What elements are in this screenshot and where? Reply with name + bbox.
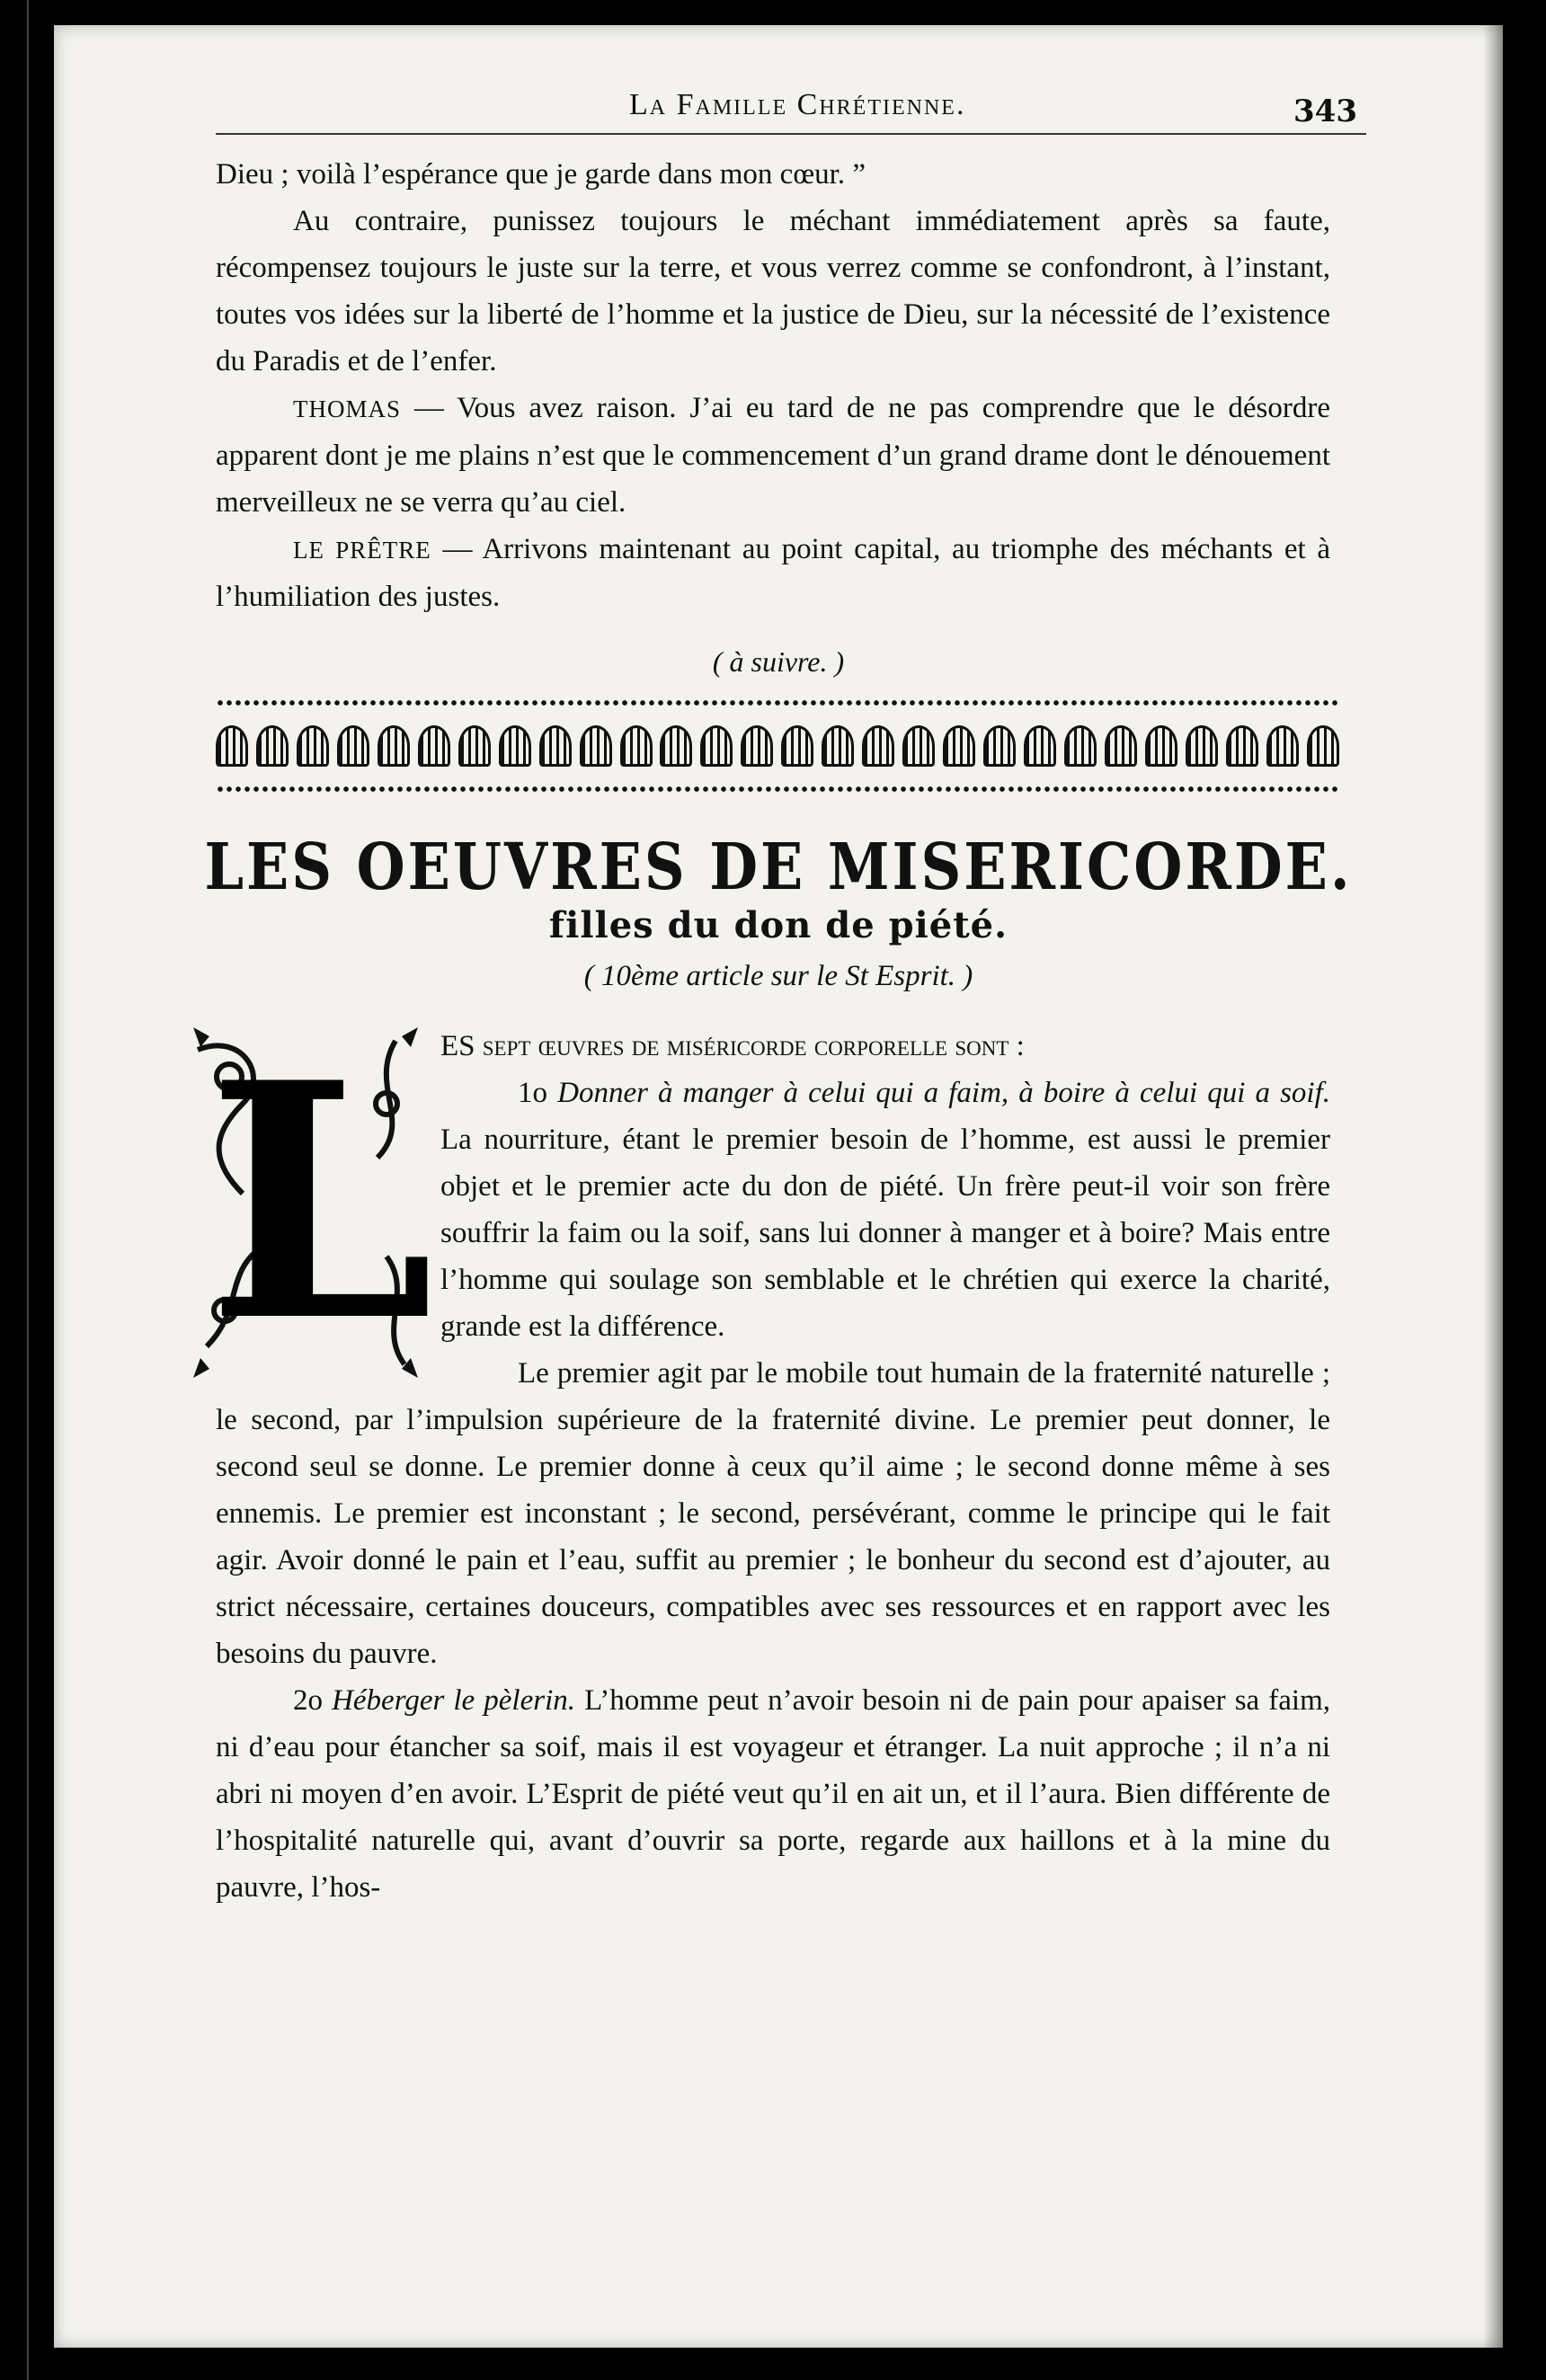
palmette-ornament-icon bbox=[418, 725, 450, 767]
scan-left-edge bbox=[0, 0, 29, 2380]
palmette-ornament-icon bbox=[1226, 725, 1258, 767]
item-2-title: Héberger le pèlerin. bbox=[332, 1684, 576, 1717]
intro-text: ES sept œuvres de miséricorde corporelle sont : bbox=[440, 1030, 1025, 1062]
page-number: 343 bbox=[1293, 93, 1357, 129]
speaker-pretre: LE PRÊTRE bbox=[293, 537, 431, 564]
palmette-ornament-icon bbox=[297, 725, 329, 767]
item-2-number: 2o bbox=[293, 1684, 333, 1717]
dialogue-pretre-text: — Arrivons maintenant au point capital, au triomphe des méchants et à l’humiliation des justes. bbox=[216, 533, 1330, 613]
paragraph-justice: Au contraire, punissez toujours le méchant immédiatement après sa faute, récompensez toujours le juste sur la terre, et vous verrez comme se confondront, à l’instant, toutes vos idées sur la liberté de l’homme et la justice de Dieu, sur la nécessité de l’existence du Paradis et de l’enfer. bbox=[216, 205, 1330, 377]
paragraph-comparison: Le premier agit par le mobile tout humain de la fraternité naturelle ; le second, par l’impulsion supérieure de la fraternité divine. Le premier peut donner, le second seul se donne. Le premier donne à ceux qu’il aime ; le second donne même à ses ennemis. Le premier est inconstant ; le second, persévérant, comme le principe qui le fait agir. Avoir donné le pain et l’eau, suffit au premier ; le bonheur du second est d’ajouter, au strict nécessaire, certaines douceurs, compatibles avec ses ressources et en rapport avec les besoins du pauvre. bbox=[216, 1357, 1330, 1670]
palmette-ornament-icon bbox=[822, 725, 854, 767]
page-gutter-shadow bbox=[1483, 25, 1503, 2348]
item-1-text: La nourriture, étant le premier besoin de l’homme, est aussi le premier objet et le premier acte du don de piété. Un frère peut-il voir son frère souffrir la faim ou la soif, sans lui donner à manger et à boire? Mais entre l’homme qui soulage son semblable et le chrétien qui exerce la charité, grande est la différence. bbox=[440, 1123, 1330, 1343]
article-title: LES OEUVRES DE MISERICORDE. bbox=[204, 829, 1353, 905]
palmette-ornament-icon bbox=[620, 725, 653, 767]
palmette-ornament-icon bbox=[458, 725, 491, 767]
palmette-ornament-icon bbox=[1145, 725, 1177, 767]
item-2 bbox=[216, 1677, 1330, 1911]
dialogue-pretre bbox=[216, 526, 1330, 620]
palmette-ornament-icon bbox=[1186, 725, 1218, 767]
divider-dot-line-bottom bbox=[216, 786, 1339, 793]
top-text-block bbox=[216, 151, 1330, 620]
palmette-ornament-icon bbox=[781, 725, 813, 767]
article-subtitle: filles du don de piété. bbox=[548, 904, 1008, 946]
palmette-ornament-icon bbox=[216, 725, 248, 767]
palmette-ornament-icon bbox=[943, 725, 975, 767]
article-note: ( 10ème article sur le St Esprit. ) bbox=[583, 960, 973, 992]
dropcap-letter: L bbox=[207, 1012, 435, 1392]
dialogue-thomas bbox=[216, 385, 1330, 526]
palmette-ornament-icon bbox=[1307, 725, 1339, 767]
palmette-ornament-icon bbox=[580, 725, 612, 767]
palmette-ornament-icon bbox=[1105, 725, 1137, 767]
palmette-ornament-icon bbox=[499, 725, 531, 767]
paragraph-continued: Dieu ; voilà l’espérance que je garde dans mon cœur. ” bbox=[216, 158, 866, 191]
palmette-ornament-icon bbox=[741, 725, 773, 767]
palmette-ornament-icon bbox=[1024, 725, 1056, 767]
palmette-ornament-icon bbox=[539, 725, 572, 767]
palmette-ornament-icon bbox=[862, 725, 894, 767]
palmette-ornament-icon bbox=[337, 725, 369, 767]
ornamental-divider bbox=[216, 699, 1339, 816]
speaker-thomas: THOMAS bbox=[293, 395, 402, 422]
palmette-ornament-icon bbox=[378, 725, 410, 767]
to-be-continued: ( à suivre. ) bbox=[712, 645, 845, 678]
palmette-ornament-icon bbox=[983, 725, 1016, 767]
dialogue-thomas-text: — Vous avez raison. J’ai eu tard de ne pas comprendre que le désordre apparent dont je me plains n’est que le commencement d’un grand drame dont le dénouement merveilleux ne se verra qu’au ciel. bbox=[216, 392, 1330, 519]
palmette-ornament-icon bbox=[902, 725, 935, 767]
item-1-number: 1o bbox=[518, 1077, 558, 1109]
running-title: La Famille Chrétienne. bbox=[629, 88, 966, 121]
book-page bbox=[54, 25, 1503, 2348]
divider-dot-line-top bbox=[216, 699, 1339, 706]
palmette-row bbox=[216, 719, 1339, 773]
palmette-ornament-icon bbox=[660, 725, 692, 767]
palmette-ornament-icon bbox=[700, 725, 733, 767]
palmette-ornament-icon bbox=[1266, 725, 1299, 767]
palmette-ornament-icon bbox=[256, 725, 289, 767]
palmette-ornament-icon bbox=[1064, 725, 1097, 767]
item-2-text: L’homme peut n’avoir besoin ni de pain pour apaiser sa faim, ni d’eau pour étancher sa soif, mais il est voyageur et étranger. La nuit approche ; il n’a ni abri ni moyen d’en avoir. L’Esprit de piété veut qu’il en ait un, et il l’aura. Bien différente de l’hospitalité naturelle qui, avant d’ouvrir sa porte, regarde aux haillons et à la mine du pauvre, l’hos- bbox=[216, 1684, 1330, 1904]
item-1-title: Donner à manger à celui qui a faim, à boire à celui qui a soif. bbox=[557, 1077, 1331, 1109]
decorated-dropcap bbox=[189, 1012, 435, 1392]
running-header bbox=[216, 70, 1366, 135]
